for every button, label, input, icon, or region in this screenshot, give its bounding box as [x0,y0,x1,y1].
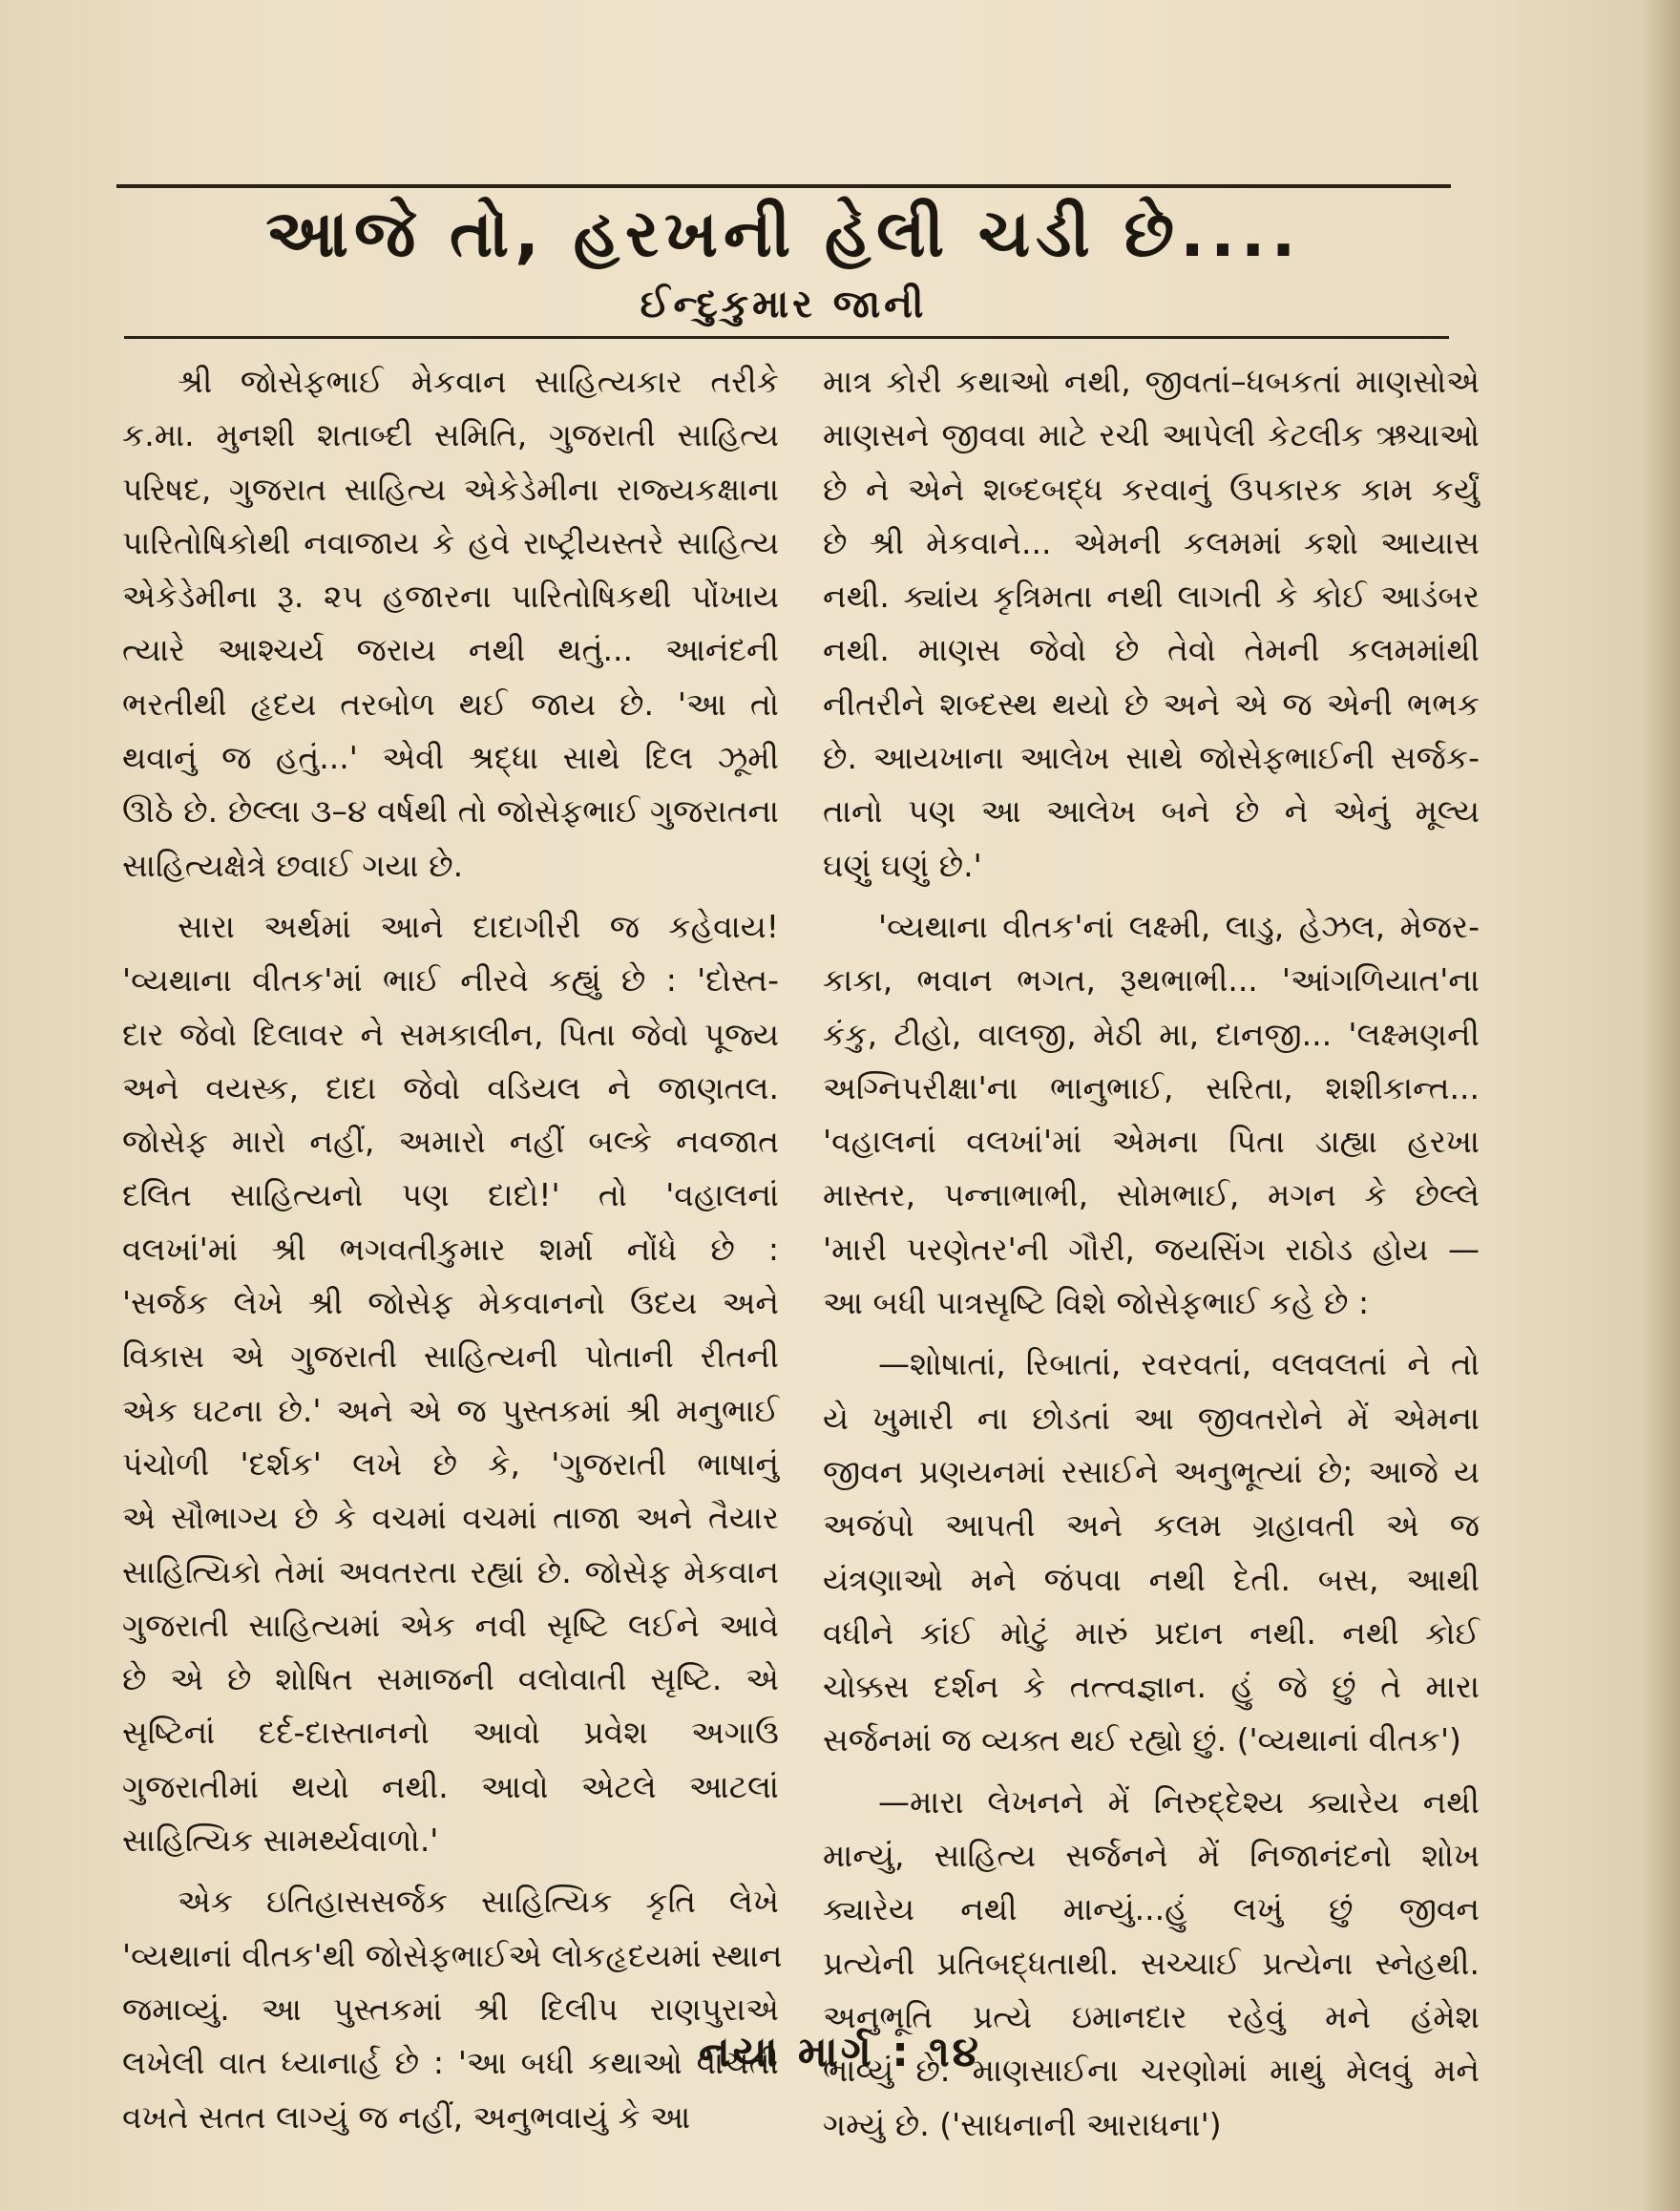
text-line: 'વ્યથાનાં વીતક'થી જોસેફભાઈએ લોકહૃદયમાં સ્થાન [122,1936,783,1974]
text-line: અનુભૂતિ પ્રત્યે ઇમાનદાર રહેવું મને હંમેશ [823,1997,1480,2035]
text-line: પરિષદ, ગુજરાત સાહિત્ય એકેડેમીના રાજ્યકક્ષાના [122,470,779,508]
text-line: માત્ર કોરી કથાઓ નથી, જીવતાં–ધબકતાં માણસોએ [823,363,1480,400]
text-line: 'મારી પરણેતર'ની ગૌરી, જયસિંગ રાઠોડ હોય — [823,1230,1480,1268]
text-line: છે શ્રી મેકવાને... એમની કલમમાં કશો આયાસ [823,523,1480,561]
text-line: શ્રી જોસેફભાઈ મેકવાન સાહિત્યકાર તરીકે [178,363,779,400]
left-column [122,355,783,2136]
text-line: પારિતોષિકોથી નવાજાય કે હવે રાષ્ટ્રીયસ્તરે સાહિત્ય [122,523,779,561]
article-title: આજે તો, હરખની હેલી ચડી છે.... [265,197,1302,272]
paragraph [122,1875,783,2143]
text-line: સર્જનમાં જ વ્યક્ત થઈ રહ્યો છું. ('વ્યથાનાં વીતક') [823,1721,1461,1759]
paragraph [823,1776,1480,2152]
text-line: અને વયસ્ક, દાદા જેવો વડિયલ ને જાણતલ. [122,1068,779,1106]
text-line: અગ્નિપરીક્ષા'ના ભાનુભાઈ, સરિતા, શશીકાન્ત... [823,1068,1480,1106]
text-line: આ બધી પાત્રસૃષ્ટિ વિશે જોસેફભાઈ કહે છે : [823,1284,1370,1322]
text-line: એકેડેમીના રૂ. ૨૫ હજારના પારિતોષિકથી પોંખાય [122,578,779,616]
text-line: એક ઇતિહાસસર્જક સાહિત્યિક કૃતિ લેખે [178,1883,779,1921]
text-line: છે. આયખાના આલેખ સાથે જોસેફભાઈની સર્જક- [823,739,1480,777]
text-line: માણસને જીવવા માટે રચી આપેલી કેટલીક ઋચાઓ [823,416,1480,454]
text-line: કંકુ, ટીહો, વાલજી, મેઠી મા, દાનજી... 'લક્ષ્મણની [823,1015,1480,1053]
paragraph [823,900,1480,1330]
text-line: એક ઘટના છે.' અને એ જ પુસ્તકમાં શ્રી મનુભાઈ [122,1391,779,1429]
text-line: જમાવ્યું. આ પુસ્તકમાં શ્રી દિલીપ રાણપુરાએ [122,1990,779,2028]
text-line: ચોક્કસ દર્શન કે તત્ત્વજ્ઞાન. હું જે છું તે મારા [823,1668,1480,1706]
text-line: દલિત સાહિત્યનો પણ દાદો!' તો 'વહાલનાં [122,1176,779,1214]
text-line: વખતે સતત લાગ્યું જ નહીં, અનુભવાયું કે આ [122,2097,691,2136]
text-line: નથી. માણસ જેવો છે તેવો તેમની કલમમાંથી [823,631,1480,669]
text-line: માન્યું, સાહિત્ય સર્જનને મેં નિજાનંદનો શોખ [823,1837,1480,1875]
paragraph [122,900,779,1867]
text-line: વિકાસ એ ગુજરાતી સાહિત્યની પોતાની રીતની [122,1337,779,1376]
text-line: ઘણું ઘણું છે.' [823,846,982,884]
text-line: સાહિત્યક્ષેત્રે છવાઈ ગયા છે. [122,846,464,884]
text-line: જીવન પ્રણયનમાં રસાઈને અનુભૂત્યાં છે; આજે ય [823,1452,1480,1490]
text-line: પ્રત્યેની પ્રતિબદ્ધતાથી. સચ્ચાઈ પ્રત્યેના સ્નેહથી. [823,1944,1480,1982]
text-line: સાહિત્યિકો તેમાં અવતરતા રહ્યાં છે. જોસેફ મેકવાન [122,1552,779,1590]
text-line: નીતરીને શબ્દસ્થ થયો છે અને એ જ એની ભભક [823,684,1480,723]
text-line: સારા અર્થમાં આને દાદાગીરી જ કહેવાય! [178,907,779,945]
paragraph [823,1337,1480,1767]
text-line: વલખાં'માં શ્રી ભગવતીકુમાર શર્મા નોંધે છે : [122,1230,779,1268]
text-line: માસ્તર, પન્નાભાભી, સોમભાઈ, મગન કે છેલ્લે [823,1176,1480,1214]
text-line: તાનો પણ આ આલેખ બને છે ને એનું મૂલ્ય [823,792,1480,831]
top-rule [116,184,1451,188]
text-line: ક.મા. મુનશી શતાબ્દી સમિતિ, ગુજરાતી સાહિત્ય [122,416,779,454]
text-line: પંચોળી 'દર્શક' લખે છે કે, 'ગુજરાતી ભાષાનું [122,1444,779,1483]
paragraph [122,355,779,893]
author-byline: ઈન્દુકુમાર જાની [640,283,928,326]
text-line: છે ને એને શબ્દબદ્ધ કરવાનું ઉપકારક કામ કર્યું [823,470,1480,508]
text-line: નથી. ક્યાંય કૃત્રિમતા નથી લાગતી કે કોઈ આડંબર [823,578,1480,616]
text-line: ગુજરાતી સાહિત્યમાં એક નવી સૃષ્ટિ લઈને આવે [122,1606,779,1644]
text-line: એ સૌભાગ્ય છે કે વચમાં વચમાં તાજા અને તૈયાર [122,1499,779,1537]
text-line: વધીને કાંઈ મોટું મારું પ્રદાન નથી. નથી કોઈ [823,1613,1480,1652]
text-line: —શોષાતાં, રિબાતાં, રવરવતાં, વલવલતાં ને તો [878,1345,1480,1383]
page-footer: નયા માર્ગ : ૧૪ [699,2028,981,2076]
text-line: ભરતીથી હૃદય તરબોળ થઈ જાય છે. 'આ તો [122,684,779,723]
header-rule [124,336,1449,339]
text-line: સૃષ્ટિનાં દર્દ-દાસ્તાનનો આવો પ્રવેશ અગાઉ [122,1714,779,1752]
text-line: 'વ્યથાના વીતક'માં ભાઈ નીરવે કહ્યું છે : 'દોસ્ત- [122,961,779,1000]
page-edge-shadow [1642,0,1680,2211]
text-line: થવાનું જ હતું...' એવી શ્રદ્ધા સાથે દિલ ઝૂમી [122,739,779,777]
text-line: 'વ્યથાના વીતક'નાં લક્ષ્મી, લાડુ, હેઝલ, મેજર- [878,907,1480,945]
text-line: યંત્રણાઓ મને જંપવા નથી દેતી. બસ, આથી [823,1560,1480,1598]
text-line: ભાવ્યું છે. માણસાઈના ચરણોમાં માથું મેલવું મને [823,2052,1480,2090]
text-line: —મારા લેખનને મેં નિરુદ્દેશ્ય ક્યારેય નથી [878,1782,1480,1821]
text-line: સાહિત્યિક સામર્થ્યવાળો.' [122,1821,439,1860]
text-line: અજંપો આપતી અને કલમ ગ્રહાવતી એ જ [823,1506,1480,1545]
text-line: ત્યારે આશ્ચર્ય જરાય નથી થતું... આનંદની [122,631,779,669]
text-line: ક્યારેય નથી માન્યું...હું લખું છું જીવન [823,1890,1480,1928]
text-line: કાકા, ભવાન ભગત, રૂથભાભી... 'આંગળિયાત'ના [823,961,1480,1000]
text-line: જોસેફ મારો નહીં, અમારો નહીં બલ્કે નવજાત [122,1123,779,1161]
text-line: છે એ છે શોષિત સમાજની વલોવાતી સૃષ્ટિ. એ [122,1660,779,1698]
text-line: ઊઠે છે. છેલ્લા ૩–૪ વર્ષથી તો જોસેફભાઈ ગુજરાતના [122,792,779,831]
paragraph [823,355,1480,893]
text-line: દાર જેવો દિલાવર ને સમકાલીન, પિતા જેવો પૂજ્ય [122,1015,779,1053]
text-line: 'સર્જક લેખે શ્રી જોસેફ મેકવાનનો ઉદય અને [122,1284,779,1322]
text-line: ગમ્યું છે. ('સાધનાની આરાધના') [823,2105,1222,2143]
text-line: ગુજરાતીમાં થયો નથી. આવો એટલે આટલાં [122,1767,779,1805]
text-line: 'વહાલનાં વલખાં'માં એમના પિતા ડાહ્યા હરખા [823,1123,1480,1161]
text-line: લખેલી વાત ધ્યાનાર્હ છે : 'આ બધી કથાઓ વાંચતી [122,2044,779,2082]
text-line: યે ખુમારી ના છોડતાં આ જીવતરોને મેં એમના [823,1399,1480,1437]
